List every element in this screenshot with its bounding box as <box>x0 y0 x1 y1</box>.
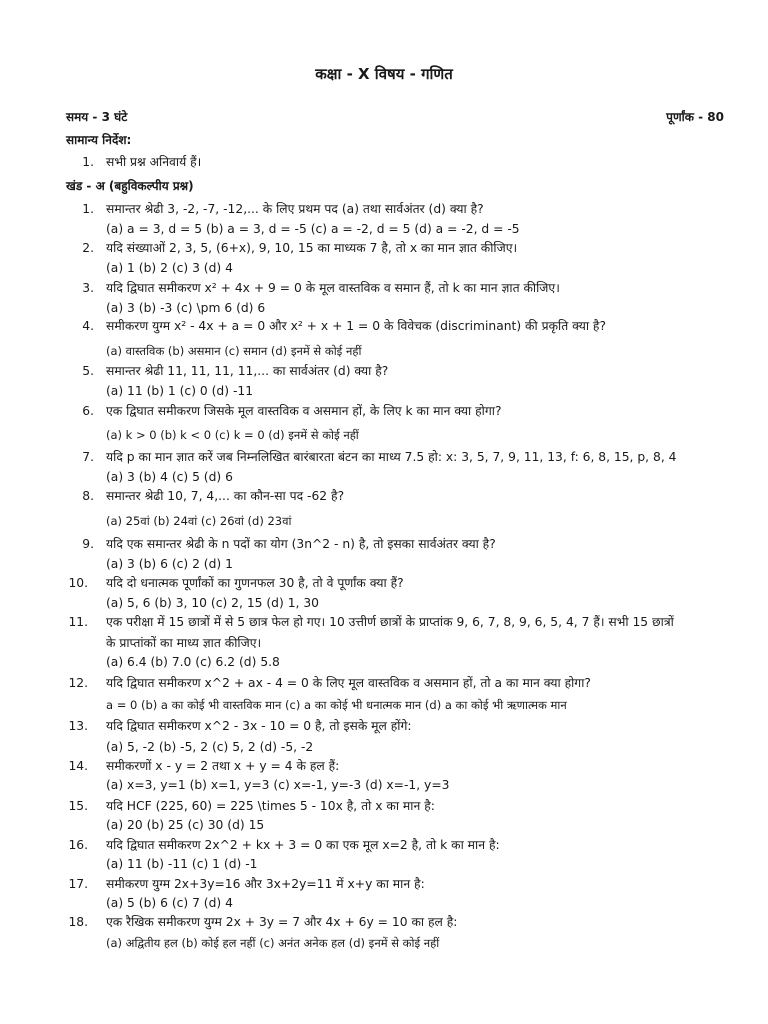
question-number: 15. <box>68 799 88 813</box>
question-options: (a) 1 (b) 2 (c) 3 (d) 4 <box>106 261 233 275</box>
question-number: 18. <box>68 915 88 929</box>
general-instructions-heading: सामान्य निर्देश: <box>66 133 132 147</box>
question-text: यदि द्विघात समीकरण 2x^2 + kx + 3 = 0 का एक मूल x=2 है, तो k का मान है: <box>106 838 500 852</box>
question-text: यदि संख्याओं 2, 3, 5, (6+x), 9, 10, 15 का माध्यक 7 है, तो x का मान ज्ञात कीजिए। <box>106 241 518 255</box>
question-text: समीकरण युग्म x² - 4x + a = 0 और x² + x + 1 = 0 के विवेचक (discriminant) की प्रकृति क्या है? <box>106 319 606 333</box>
question-text: समीकरणों x - y = 2 तथा x + y = 4 के हल हैं: <box>106 759 340 773</box>
question-text: यदि द्विघात समीकरण x² + 4x + 9 = 0 के मूल वास्तविक व समान हैं, तो k का मान ज्ञात कीजिए। <box>106 281 560 295</box>
question-number: 1. <box>82 202 94 216</box>
question-number: 17. <box>68 877 88 891</box>
question-number: 10. <box>68 576 88 590</box>
max-marks-label: पूर्णांक - 80 <box>666 110 724 124</box>
question-options: (a) 6.4 (b) 7.0 (c) 6.2 (d) 5.8 <box>106 655 280 669</box>
question-number: 3. <box>82 281 94 295</box>
question-options: (a) 3 (b) 6 (c) 2 (d) 1 <box>106 557 233 571</box>
question-number: 6. <box>82 404 94 418</box>
time-label: समय - 3 घंटे <box>66 110 128 124</box>
section-heading: खंड - अ (बहुविकल्पीय प्रश्न) <box>66 179 194 193</box>
question-text: समान्तर श्रेढी 3, -2, -7, -12,... के लिए प्रथम पद (a) तथा सार्वअंतर (d) क्या है? <box>106 202 484 216</box>
question-options: (a) 3 (b) 4 (c) 5 (d) 6 <box>106 470 233 484</box>
question-text: समीकरण युग्म 2x+3y=16 और 3x+2y=11 में x+y का मान है: <box>106 877 425 891</box>
instruction-number: 1. <box>82 155 94 169</box>
page-title: कक्षा - X विषय - गणित <box>315 65 453 83</box>
instruction-text: सभी प्रश्न अनिवार्य हैं। <box>106 155 202 169</box>
question-options: (a) 11 (b) 1 (c) 0 (d) -11 <box>106 384 254 398</box>
question-text: एक परीक्षा में 15 छात्रों में से 5 छात्र फेल हो गए। 10 उत्तीर्ण छात्रों के प्राप्तांक 9, 6, 7, 8, 9, 6, 5, 4, 7 हैं। सभी 15 छात्रों <box>106 615 674 629</box>
question-options: (a) 11 (b) -11 (c) 1 (d) -1 <box>106 857 258 871</box>
question-number: 5. <box>82 364 94 378</box>
question-text: एक रैखिक समीकरण युग्म 2x + 3y = 7 और 4x + 6y = 10 का हल है: <box>106 915 458 929</box>
question-text: समान्तर श्रेढी 10, 7, 4,... का कौन-सा पद -62 है? <box>106 489 345 503</box>
question-text: एक द्विघात समीकरण जिसके मूल वास्तविक व असमान हों, के लिए k का मान क्या होगा? <box>106 404 502 418</box>
question-number: 9. <box>82 537 94 551</box>
question-options: (a) 20 (b) 25 (c) 30 (d) 15 <box>106 818 265 832</box>
question-number: 11. <box>68 615 88 629</box>
question-number: 8. <box>82 489 94 503</box>
question-options: (a) 5 (b) 6 (c) 7 (d) 4 <box>106 896 233 910</box>
question-options: (a) k > 0 (b) k < 0 (c) k = 0 (d) इनमें से कोई नहीं <box>106 428 359 442</box>
question-number: 14. <box>68 759 88 773</box>
question-options: (a) 5, -2 (b) -5, 2 (c) 5, 2 (d) -5, -2 <box>106 740 314 754</box>
question-options: (a) x=3, y=1 (b) x=1, y=3 (c) x=-1, y=-3 (d) x=-1, y=3 <box>106 778 450 792</box>
question-number: 16. <box>68 838 88 852</box>
question-text: यदि द्विघात समीकरण x^2 - 3x - 10 = 0 है, तो इसके मूल होंगे: <box>106 719 412 733</box>
question-number: 2. <box>82 241 94 255</box>
question-options: (a) 5, 6 (b) 3, 10 (c) 2, 15 (d) 1, 30 <box>106 596 319 610</box>
question-options: a = 0 (b) a का कोई भी वास्तविक मान (c) a का कोई भी धनात्मक मान (d) a का कोई भी ऋणात्मक मान <box>106 698 567 712</box>
question-number: 13. <box>68 719 88 733</box>
question-options: (a) वास्तविक (b) असमान (c) समान (d) इनमें से कोई नहीं <box>106 344 362 358</box>
question-text: समान्तर श्रेढी 11, 11, 11, 11,... का सार्वअंतर (d) क्या है? <box>106 364 389 378</box>
question-options: (a) 3 (b) -3 (c) \pm 6 (d) 6 <box>106 301 266 315</box>
question-text: यदि एक समान्तर श्रेढी के n पदों का योग (3n^2 - n) है, तो इसका सार्वअंतर क्या है? <box>106 537 496 551</box>
question-text: यदि p का मान ज्ञात करें जब निम्नलिखित बारंबारता बंटन का माध्य 7.5 हो: x: 3, 5, 7, 9, 11, 13, f: 6, 8, 15, p, 8, 4 <box>106 450 677 464</box>
question-options: (a) a = 3, d = 5 (b) a = 3, d = -5 (c) a = -2, d = 5 (d) a = -2, d = -5 <box>106 222 520 236</box>
question-options: (a) अद्वितीय हल (b) कोई हल नहीं (c) अनंत अनेक हल (d) इनमें से कोई नहीं <box>106 936 440 950</box>
question-options: (a) 25वां (b) 24वां (c) 26वां (d) 23वां <box>106 514 292 528</box>
question-text: यदि HCF (225, 60) = 225 \times 5 - 10x है, तो x का मान है: <box>106 799 435 813</box>
question-text: यदि दो धनात्मक पूर्णांकों का गुणनफल 30 है, तो वे पूर्णांक क्या हैं? <box>106 576 404 590</box>
question-text: यदि द्विघात समीकरण x^2 + ax - 4 = 0 के लिए मूल वास्तविक व असमान हों, तो a का मान क्या होगा? <box>106 676 591 690</box>
question-text: के प्राप्तांकों का माध्य ज्ञात कीजिए। <box>106 636 262 650</box>
question-number: 4. <box>82 319 94 333</box>
question-number: 7. <box>82 450 94 464</box>
question-number: 12. <box>68 676 88 690</box>
